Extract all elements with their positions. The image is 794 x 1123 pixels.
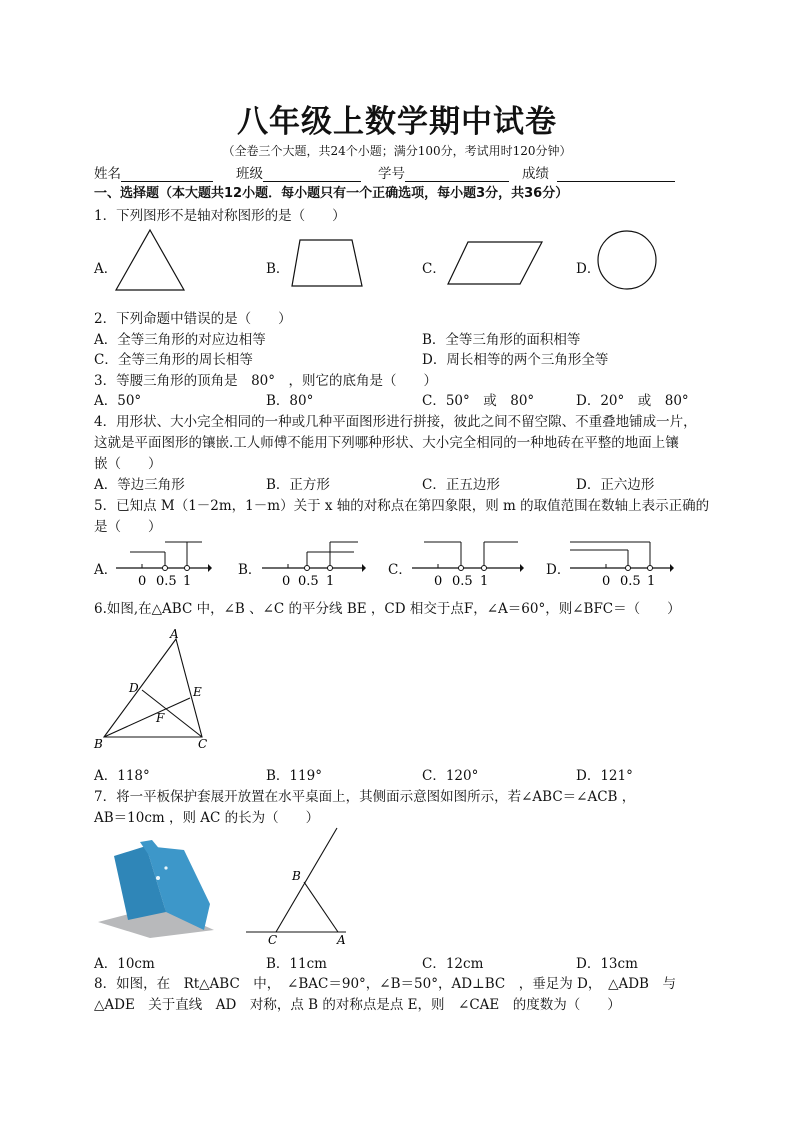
score-blank[interactable] — [557, 167, 675, 182]
q5-label-d: D． — [546, 562, 571, 578]
q2-stem: 2．下列命题中错误的是（ ） — [94, 311, 292, 327]
q6-option-c: C．120° — [422, 768, 479, 784]
q7-point-a: A — [337, 933, 346, 947]
q3-stem: 3．等腰三角形的顶角是 80° ，则它的底角是（ ） — [94, 373, 438, 389]
q1-triangle-figure — [114, 228, 186, 292]
q7-point-b: B — [292, 869, 301, 883]
class-label: 班级 — [236, 166, 263, 182]
q5-label-a: A． — [94, 562, 118, 578]
info-score — [522, 162, 675, 182]
q3-option-c: C．50° 或 80° — [422, 393, 535, 409]
section-1-heading: 一、选择题（本大题共12小题．每小题只有一个正确选项，每小题3分，共36分） — [94, 186, 569, 201]
q5d-tick-0: 0 — [602, 574, 611, 589]
q5a-tick-05: 0.5 — [156, 574, 177, 589]
q1-parallelogram-figure — [446, 240, 544, 286]
q4-option-c: C．正五边形 — [422, 477, 500, 493]
tablet-case-photo — [94, 838, 218, 940]
q7-option-c: C．12cm — [422, 956, 484, 972]
q4-line-3: 嵌（ ） — [94, 456, 162, 472]
q6-stem: 6.如图,在△ABC 中，∠B 、∠C 的平分线 BE ，CD 相交于点F，∠A＝60°，则∠BFC＝（ ） — [94, 601, 681, 617]
q7-line-2: AB＝10cm ，则 AC 的长为（ ） — [94, 810, 320, 826]
q6-option-a: A．118° — [94, 768, 150, 784]
q2-option-b: B．全等三角形的面积相等 — [422, 332, 581, 348]
q5c-tick-0: 0 — [434, 574, 443, 589]
q2-option-c: C．全等三角形的周长相等 — [94, 352, 253, 368]
q7-option-a: A．10cm — [94, 956, 155, 972]
q5c-tick-1: 1 — [480, 574, 489, 589]
id-label: 学号 — [378, 166, 405, 182]
q6-point-d: D — [129, 681, 139, 695]
q4-line-2: 这就是平面图形的镶嵌.工人师傅不能用下列哪种形状、大小完全相同的一种地砖在平整的地面上镶 — [94, 435, 679, 451]
q4-line-1: 4．用形状、大小完全相同的一种或几种平面图形进行拼接，彼此之间不留空隙、不重叠地铺成一片， — [94, 414, 697, 430]
q7-point-c: C — [268, 933, 278, 947]
q5-label-b: B． — [238, 562, 262, 578]
q5-numberline-c — [408, 540, 528, 590]
q5d-tick-1: 1 — [647, 574, 656, 589]
q1-label-c: C． — [422, 261, 446, 277]
q7-option-b: B．11cm — [266, 956, 327, 972]
q7-option-d: D．13cm — [576, 956, 638, 972]
q1-label-a: A． — [94, 261, 118, 277]
q7-line-1: 7．将一平板保护套展开放置在水平桌面上，其侧面示意图如图所示，若∠ABC＝∠ACB ， — [94, 789, 636, 805]
q5-line-2: 是（ ） — [94, 519, 162, 535]
q6-option-b: B．119° — [266, 768, 322, 784]
info-class — [236, 162, 361, 182]
q2-option-d: D．周长相等的两个三角形全等 — [422, 352, 609, 368]
class-blank[interactable] — [263, 167, 361, 182]
q3-option-a: A．50° — [94, 393, 142, 409]
q6-point-b: B — [94, 737, 103, 751]
q6-option-d: D．121° — [576, 768, 633, 784]
score-label: 成绩 — [522, 166, 549, 182]
q1-circle-figure — [596, 230, 660, 292]
q6-point-a: A — [170, 627, 179, 641]
q5-numberline-d — [566, 540, 676, 590]
name-label: 姓名 — [94, 166, 121, 182]
q3-option-d: D．20° 或 80° — [576, 393, 689, 409]
q5a-tick-1: 1 — [183, 574, 192, 589]
id-blank[interactable] — [405, 167, 509, 182]
q6-point-f: F — [156, 711, 165, 725]
q5a-tick-0: 0 — [138, 574, 147, 589]
q7-geometry-diagram — [240, 826, 370, 948]
q5-line-1: 5．已知点 M（1－2m，1－m）关于 x 轴的对称点在第四象限，则 m 的取值范围在数轴上表示正确的 — [94, 498, 710, 514]
q3-option-b: B．80° — [266, 393, 314, 409]
q6-triangle-diagram — [90, 625, 220, 755]
q8-line-2: △ADE 关于直线 AD 对称，点 B 的对称点是点 E，则 ∠CAE 的度数为（ ） — [94, 997, 621, 1013]
q6-point-e: E — [193, 685, 202, 699]
q1-trapezoid-figure — [290, 238, 364, 288]
q1-stem: 1．下列图形不是轴对称图形的是（ ） — [94, 208, 346, 224]
q5b-tick-0: 0 — [282, 574, 291, 589]
q5c-tick-05: 0.5 — [452, 574, 473, 589]
info-id — [378, 162, 509, 182]
q5-numberline-b — [258, 540, 368, 590]
exam-note: （全卷三个大题，共24个小题；满分100分，考试用时120分钟） — [222, 144, 572, 158]
q5b-tick-05: 0.5 — [298, 574, 319, 589]
q5d-tick-05: 0.5 — [620, 574, 641, 589]
q5b-tick-1: 1 — [326, 574, 335, 589]
q5-numberline-a — [112, 540, 212, 590]
name-blank[interactable] — [121, 167, 213, 182]
exam-title: 八年级上数学期中试卷 — [237, 104, 557, 140]
info-name — [94, 162, 213, 182]
q2-option-a: A．全等三角形的对应边相等 — [94, 332, 266, 348]
q5-label-c: C． — [388, 562, 412, 578]
q8-line-1: 8．如图，在 Rt△ABC 中， ∠BAC＝90°，∠B＝50°，AD⊥BC ，垂足为 D， △ADB 与 — [94, 976, 676, 992]
q4-option-d: D．正六边形 — [576, 477, 655, 493]
q4-option-b: B．正方形 — [266, 477, 330, 493]
q6-point-c: C — [198, 737, 208, 751]
q4-option-a: A．等边三角形 — [94, 477, 185, 493]
q1-label-b: B． — [266, 261, 290, 277]
q1-label-d: D． — [576, 261, 601, 277]
